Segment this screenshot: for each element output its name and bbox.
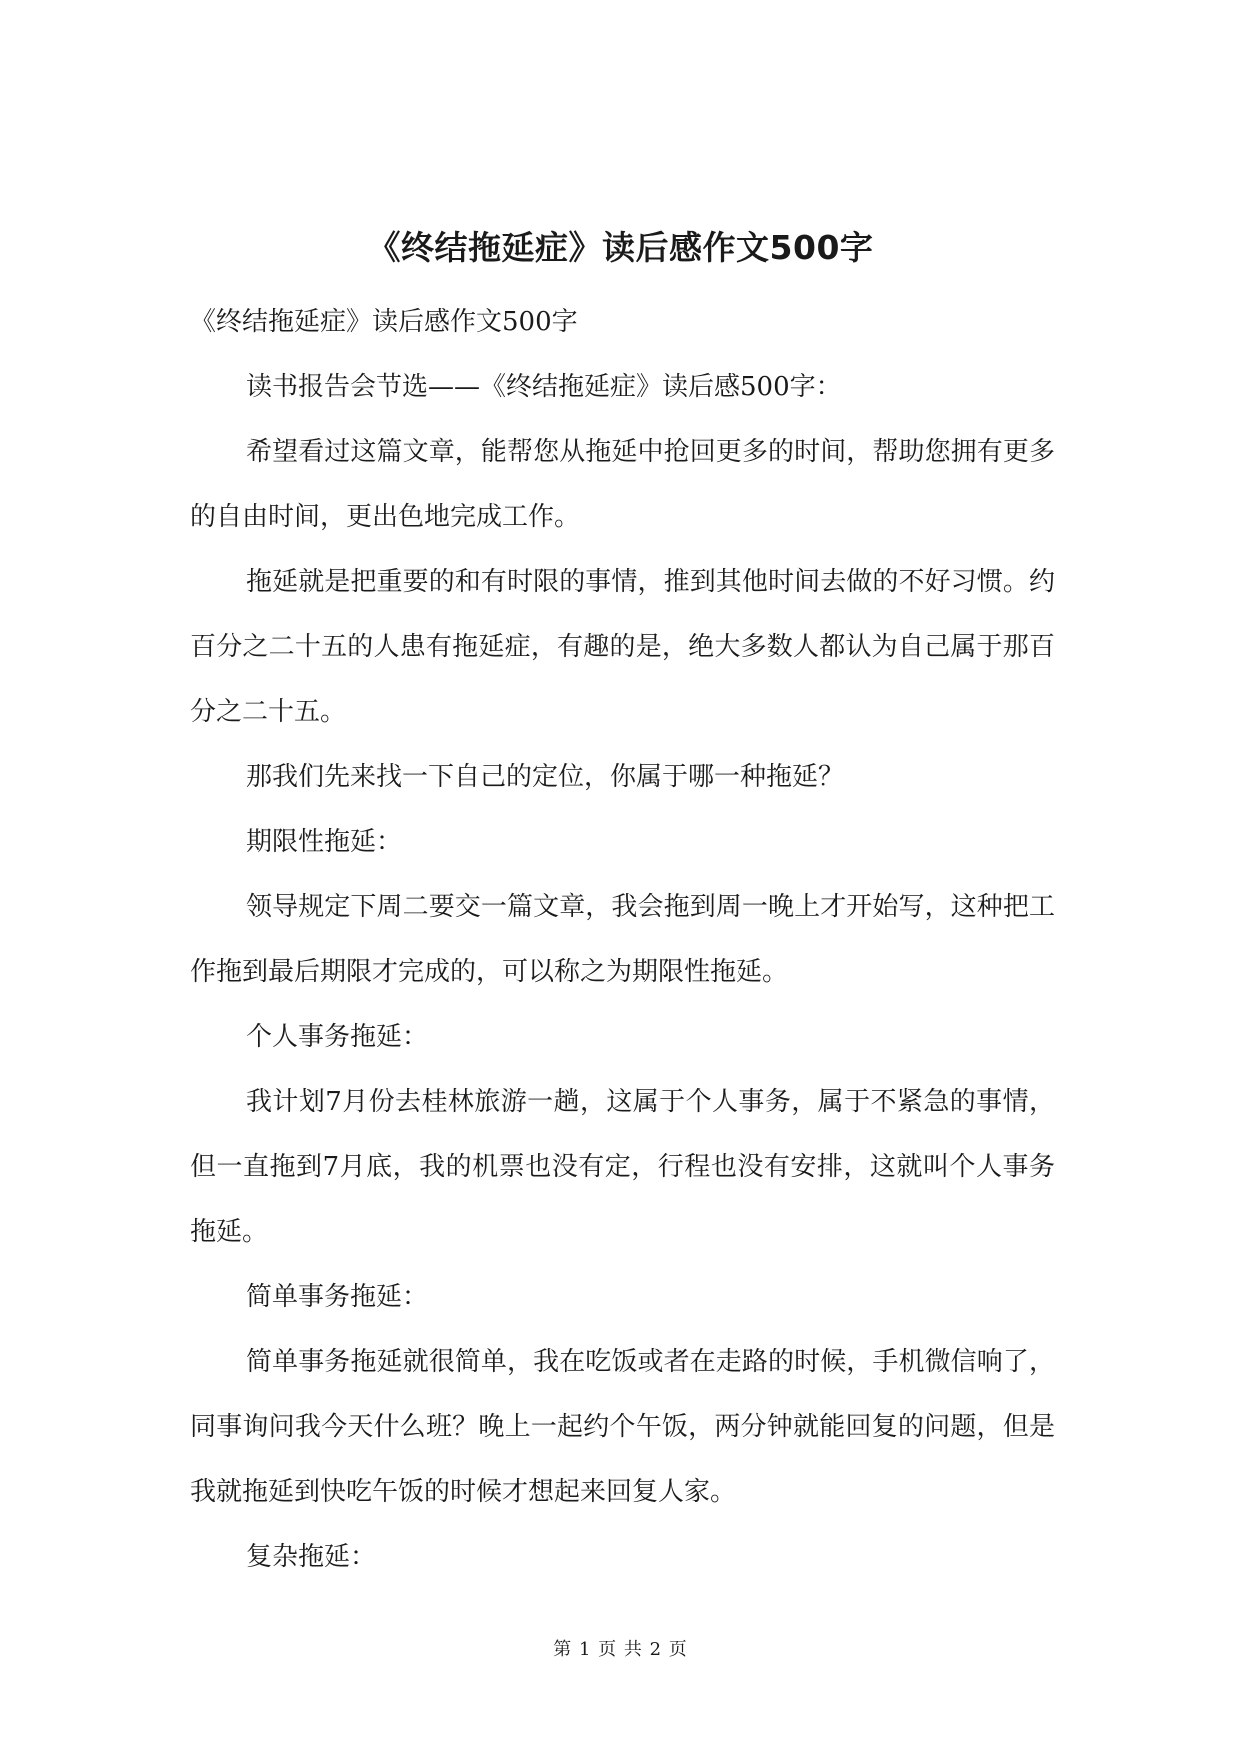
paragraph: 希望看过这篇文章，能帮您从拖延中抢回更多的时间，帮助您拥有更多的自由时间，更出色地完成工作。 [190,437,1055,532]
page-number-footer: 第 1 页 共 2 页 [553,1639,688,1660]
paragraph: 领导规定下周二要交一篇文章，我会拖到周一晚上才开始写，这种把工作拖到最后期限才完成的，可以称之为期限性拖延。 [190,892,1055,987]
paragraph: 读书报告会节选——《终结拖延症》读后感500字： [246,372,842,402]
section-heading: 期限性拖延： [246,827,403,857]
document-body [190,290,1055,1590]
paragraph: 拖延就是把重要的和有时限的事情，推到其他时间去做的不好习惯。约百分之二十五的人患有拖延症，有趣的是，绝大多数人都认为自己属于那百分之二十五。 [190,567,1055,727]
section-heading: 个人事务拖延： [246,1022,429,1052]
paragraph: 那我们先来找一下自己的定位，你属于哪一种拖延？ [246,762,845,792]
section-heading: 简单事务拖延： [246,1282,429,1312]
section-heading: 复杂拖延： [246,1542,377,1572]
paragraph: 我计划7月份去桂林旅游一趟，这属于个人事务，属于不紧急的事情，但一直拖到7月底，我的机票也没有定，行程也没有安排，这就叫个人事务拖延。 [190,1087,1055,1247]
paragraph: 《终结拖延症》读后感作文500字 [190,307,578,337]
paragraph: 简单事务拖延就很简单，我在吃饭或者在走路的时候，手机微信响了，同事询问我今天什么班？晚上一起约个午饭，两分钟就能回复的问题，但是我就拖延到快吃午饭的时候才想起来回复人家。 [190,1347,1055,1507]
document-title: 《终结拖延症》读后感作文500字 [367,228,874,267]
